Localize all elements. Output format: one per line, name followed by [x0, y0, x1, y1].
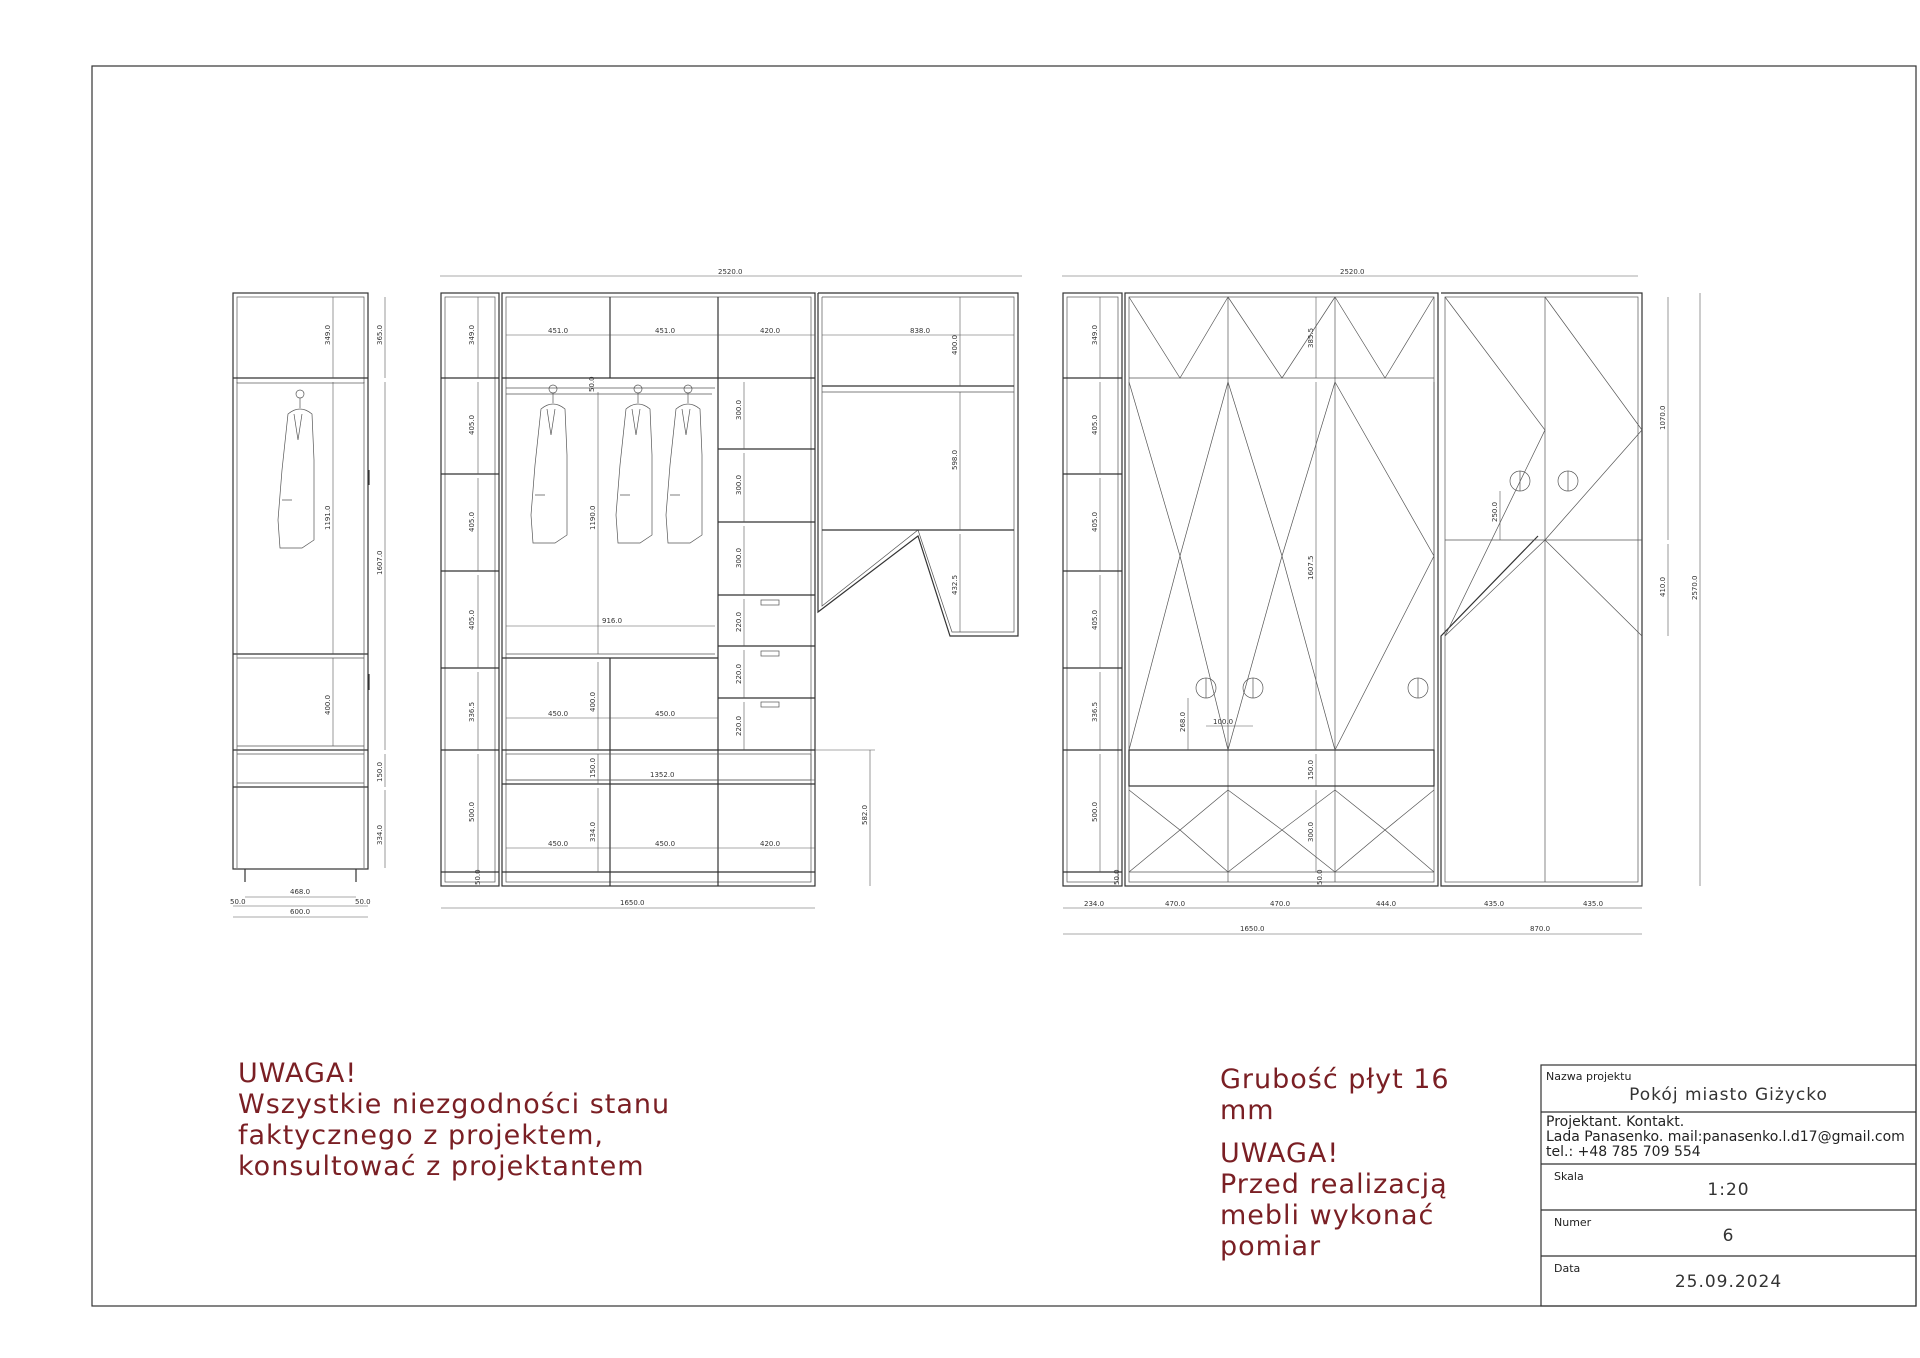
dim-side-drawer: 150.0 — [376, 761, 384, 782]
warning-left-line-4: konsultować z projektantem — [238, 1151, 645, 1182]
dim-open-low-3: 420.0 — [760, 840, 781, 848]
dim-open-right-mid: 598.0 — [951, 449, 959, 470]
dim-front-total-h: 2570.0 — [1691, 575, 1699, 600]
dim-front-left-f: 500.0 — [1091, 801, 1099, 822]
warning-left-line-1: UWAGA! — [238, 1058, 358, 1089]
dim-front-w-470a: 470.0 — [1165, 900, 1186, 908]
dim-open-hang-h: 1190.0 — [589, 505, 597, 530]
number-label: Numer — [1554, 1216, 1592, 1229]
dim-front-w-234: 234.0 — [1084, 900, 1105, 908]
dim-front-plinth: 50.0 — [1316, 869, 1324, 885]
dim-open-drawer-c: 220.0 — [735, 715, 743, 736]
dim-side-leg-right: 50.0 — [355, 898, 371, 906]
dim-open-top-1: 451.0 — [548, 327, 569, 335]
dim-front-right-handle-h: 250.0 — [1491, 501, 1499, 522]
dim-open-bottom-width: 1650.0 — [620, 899, 645, 907]
date-label: Data — [1554, 1262, 1581, 1275]
project-label: Nazwa projektu — [1546, 1070, 1632, 1083]
dim-open-col-left-a: 349.0 — [468, 324, 476, 345]
dim-front-w-435a: 435.0 — [1484, 900, 1505, 908]
warning-right-line-1: UWAGA! — [1220, 1138, 1340, 1169]
thickness-line-1: Grubość płyt 16 — [1220, 1064, 1450, 1095]
dim-front-right-lower: 410.0 — [1659, 576, 1667, 597]
dim-front-w-435b: 435.0 — [1583, 900, 1604, 908]
dim-side-hang: 1191.0 — [324, 505, 332, 530]
dim-front-left-b: 405.0 — [1091, 414, 1099, 435]
contact-block — [1546, 1115, 1905, 1160]
scale-label: Skala — [1554, 1170, 1584, 1183]
front-elevation — [1062, 268, 1700, 934]
dim-open-right-low: 432.5 — [951, 574, 959, 595]
dim-front-w-870: 870.0 — [1530, 925, 1551, 933]
dim-open-low-h: 334.0 — [589, 821, 597, 842]
contact-line-2: Lada Panasenko. mail:panasenko.l.d17@gmail.com — [1546, 1129, 1905, 1145]
dim-open-bench-total: 582.0 — [861, 804, 869, 825]
dim-open-drawer-b: 220.0 — [735, 663, 743, 684]
dim-open-bench: 1352.0 — [650, 771, 675, 779]
dim-open-shelf-c: 300.0 — [735, 547, 743, 568]
dim-side-top-outer: 365.0 — [376, 324, 384, 345]
dim-open-col-left-b: 405.0 — [468, 414, 476, 435]
warning-left-line-2: Wszystkie niezgodności stanu — [238, 1089, 671, 1120]
dim-front-low: 300.0 — [1307, 821, 1315, 842]
dim-front-left-a: 349.0 — [1091, 324, 1099, 345]
dim-open-mid-1: 450.0 — [548, 710, 569, 718]
dim-open-top-4: 838.0 — [910, 327, 931, 335]
dim-front-left-g: 50.0 — [1113, 869, 1121, 885]
dim-open-hang-w: 916.0 — [602, 617, 623, 625]
dim-open-col-left-d: 405.0 — [468, 609, 476, 630]
dim-front-top-h: 385.5 — [1307, 327, 1315, 348]
dim-open-mid-h: 400.0 — [589, 691, 597, 712]
dim-open-bench-h: 150.0 — [589, 757, 597, 778]
coat-hanger-icon — [616, 385, 652, 543]
dim-open-low-1: 450.0 — [548, 840, 569, 848]
scale-value: 1:20 — [1707, 1180, 1750, 1200]
warning-right-line-2: Przed realizacją — [1220, 1169, 1448, 1200]
dim-front-right-upper: 1070.0 — [1659, 405, 1667, 430]
warning-note-left — [238, 1058, 670, 1182]
dim-open-top-3: 420.0 — [760, 327, 781, 335]
dim-side-bottom: 334.0 — [376, 824, 384, 845]
warning-right-line-4: pomiar — [1220, 1231, 1322, 1262]
contact-line-1: Projektant. Kontakt. — [1546, 1114, 1685, 1130]
warning-right-line-3: mebli wykonać — [1220, 1200, 1435, 1231]
thickness-line-2: mm — [1220, 1095, 1275, 1126]
dim-front-handle-h: 268.0 — [1179, 711, 1187, 732]
thickness-note — [1220, 1064, 1450, 1126]
dim-side-inner: 468.0 — [290, 888, 311, 896]
coat-hanger-icon — [278, 390, 314, 548]
dim-open-mid-2: 450.0 — [655, 710, 676, 718]
dim-front-w-470b: 470.0 — [1270, 900, 1291, 908]
dim-front-left-e: 336.5 — [1091, 701, 1099, 722]
dim-front-w-444: 444.0 — [1376, 900, 1397, 908]
dim-open-total-width: 2520.0 — [718, 268, 743, 276]
side-view — [230, 293, 385, 917]
dim-side-full: 1607.0 — [376, 550, 384, 575]
dim-side-top: 349.0 — [324, 324, 332, 345]
warning-note-right — [1220, 1138, 1448, 1262]
date-value: 25.09.2024 — [1674, 1272, 1783, 1292]
dim-open-shelf-b: 300.0 — [735, 474, 743, 495]
dim-front-door-h: 1607.5 — [1307, 555, 1315, 580]
dim-open-shelf-a: 300.0 — [735, 399, 743, 420]
dim-open-rail: 50.0 — [588, 376, 596, 392]
dim-open-col-left-g: 50.0 — [474, 869, 482, 885]
dim-open-drawer-a: 220.0 — [735, 611, 743, 632]
dim-open-top-2: 451.0 — [655, 327, 676, 335]
dim-front-left-d: 405.0 — [1091, 609, 1099, 630]
dim-side-leg-left: 50.0 — [230, 898, 246, 906]
dim-front-w-1650: 1650.0 — [1240, 925, 1265, 933]
dim-front-total-width: 2520.0 — [1340, 268, 1365, 276]
dim-front-left-c: 405.0 — [1091, 511, 1099, 532]
project-name: Pokój miasto Giżycko — [1629, 1085, 1828, 1105]
coat-hanger-icon — [666, 385, 702, 543]
dim-side-lower: 400.0 — [324, 694, 332, 715]
dim-open-col-left-e: 336.5 — [468, 701, 476, 722]
dim-side-width: 600.0 — [290, 908, 311, 916]
dim-front-bench: 150.0 — [1307, 759, 1315, 780]
open-elevation — [440, 268, 1022, 908]
coat-hanger-icon — [531, 385, 567, 543]
warning-left-line-3: faktycznego z projektem, — [238, 1120, 604, 1151]
contact-line-3: tel.: +48 785 709 554 — [1546, 1144, 1701, 1160]
dim-open-low-2: 450.0 — [655, 840, 676, 848]
dim-open-col-left-f: 500.0 — [468, 801, 476, 822]
number-value: 6 — [1722, 1226, 1735, 1246]
dim-open-col-left-c: 405.0 — [468, 511, 476, 532]
side-body — [233, 293, 368, 869]
dim-open-top-4-h: 400.0 — [951, 334, 959, 355]
dim-front-handle-w: 100.0 — [1213, 718, 1234, 726]
